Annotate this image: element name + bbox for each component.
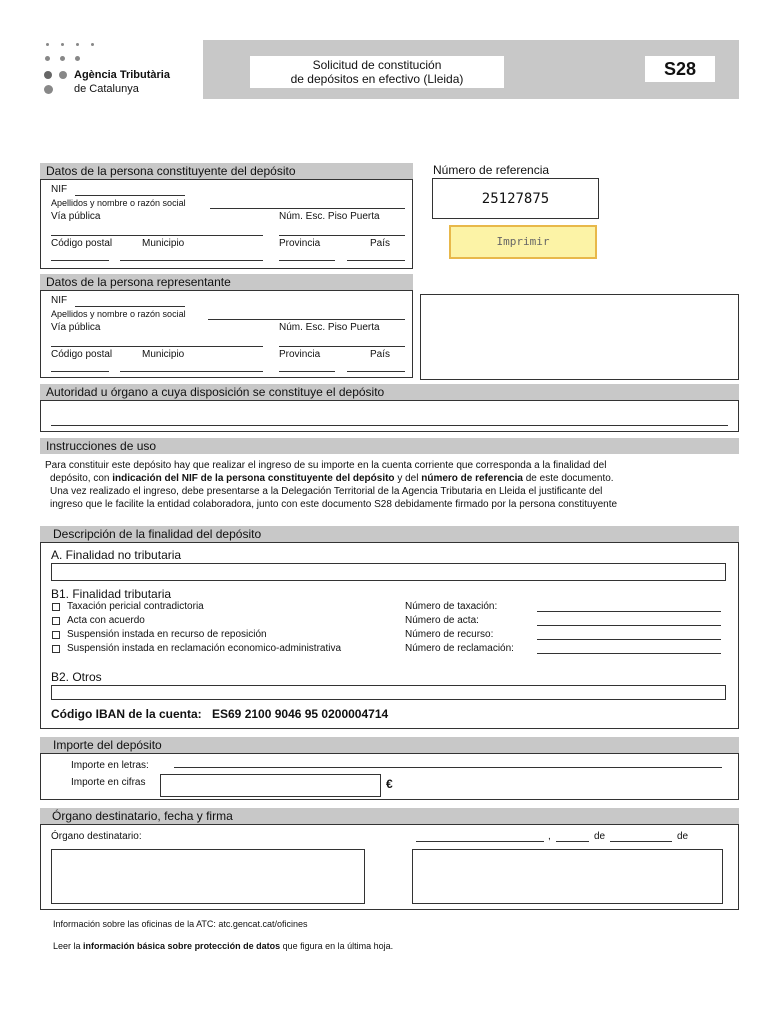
rep-num-label: Núm. Esc. Piso Puerta — [279, 322, 380, 333]
iban-value: ES69 2100 9046 95 0200004714 — [212, 707, 389, 721]
checkbox-taxacion[interactable] — [52, 603, 60, 611]
rep-nif-label: NIF — [51, 295, 68, 306]
rep-name-field[interactable] — [208, 319, 405, 320]
autoridad-box — [40, 400, 739, 432]
rep-pais-label: País — [370, 349, 391, 360]
section-constituyente-box — [40, 179, 413, 269]
rep-prov-field[interactable] — [279, 371, 335, 372]
finalidad-a-label: A. Finalidad no tributaria — [51, 548, 182, 562]
finalidad-b1-label: B1. Finalidad tributaria — [51, 587, 172, 601]
importe-letras-label: Importe en letras: — [71, 760, 149, 771]
pais-field[interactable] — [347, 260, 405, 261]
organo-destinatario-field[interactable] — [51, 849, 365, 904]
print-button[interactable]: Imprimir — [449, 225, 597, 259]
rep-pais-field[interactable] — [347, 371, 405, 372]
opt-acta-label: Acta con acuerdo — [67, 615, 145, 626]
via-label: Vía pública — [51, 211, 101, 222]
opt-reclamacion-label: Suspensión instada en reclamación economico-administrativa — [67, 643, 342, 654]
form-title-line1: Solicitud de constitución — [312, 58, 442, 72]
num-reclamacion-field[interactable] — [537, 653, 721, 654]
logo-dot — [45, 56, 50, 61]
form-title-line2: de depósitos en efectivo (Lleida) — [290, 72, 464, 86]
mun-field[interactable] — [120, 260, 263, 261]
section-organo-title: Órgano destinatario, fecha y firma — [40, 808, 739, 824]
logo-dot — [44, 71, 52, 79]
autoridad-field[interactable] — [51, 425, 728, 426]
firma-field[interactable] — [412, 849, 723, 904]
importe-cifras-label: Importe en cifras — [71, 777, 146, 788]
cp-field[interactable] — [51, 260, 109, 261]
num-field[interactable] — [279, 235, 405, 236]
instr-line: ingreso que le facilite la entidad colaboradora, junto con este documento S28 debidamente firmado por la persona constituyente — [50, 499, 618, 510]
num-recurso-field[interactable] — [537, 639, 721, 640]
num-recurso-label: Número de recurso: — [405, 629, 494, 640]
rep-mun-field[interactable] — [120, 371, 263, 372]
logo-dot — [46, 43, 49, 46]
checkbox-acta[interactable] — [52, 617, 60, 625]
lugar-field[interactable] — [416, 841, 544, 842]
rep-via-label: Vía pública — [51, 322, 101, 333]
instr-text: y del — [394, 473, 422, 484]
nif-field[interactable] — [75, 195, 185, 196]
section-descripcion-title: Descripción de la finalidad del depósito — [40, 526, 739, 542]
footer-info: Información sobre las oficinas de la ATC: atc.gencat.cat/oficines — [53, 919, 308, 929]
num-acta-field[interactable] — [537, 625, 721, 626]
form-title — [250, 56, 504, 88]
footer-text: que figura en la última hoja. — [280, 941, 394, 951]
rep-nif-field[interactable] — [75, 306, 185, 307]
finalidad-b2-label: B2. Otros — [51, 670, 102, 684]
logo-dot — [59, 71, 67, 79]
logo-dot — [60, 56, 65, 61]
logo-dot — [44, 85, 53, 94]
name-field[interactable] — [210, 208, 405, 209]
section-constituyente-title: Datos de la persona constituyente del depósito — [40, 163, 413, 179]
section-representante-title: Datos de la persona representante — [40, 274, 413, 290]
instr-text: de este documento. — [522, 473, 614, 484]
organo-label: Órgano destinatario: — [51, 831, 142, 842]
atc-logo — [42, 40, 202, 100]
instr-text: depósito, con — [50, 473, 113, 484]
footer-privacy — [53, 941, 393, 951]
ref-number: 25127875 — [481, 191, 550, 207]
rep-num-field[interactable] — [279, 346, 405, 347]
mes-field[interactable] — [610, 841, 672, 842]
rep-cp-field[interactable] — [51, 371, 109, 372]
section-instrucciones-title: Instrucciones de uso — [40, 438, 739, 454]
rep-cp-label: Código postal — [51, 349, 113, 360]
org-name: Agència Tributària — [74, 69, 170, 81]
opt-taxacion-label: Taxación pericial contradictoria — [67, 601, 204, 612]
instr-line: Una vez realizado el ingreso, debe presentarse a la Delegación Territorial de la Agencia Tributaria en Lleida el justificante del — [50, 486, 603, 497]
prov-field[interactable] — [279, 260, 335, 261]
instr-bold: indicación del NIF de la persona constituyente del depósito — [112, 473, 395, 484]
rep-prov-label: Provincia — [279, 349, 321, 360]
via-field[interactable] — [51, 235, 263, 236]
iban-label: Código IBAN de la cuenta: — [51, 707, 202, 721]
checkbox-recurso[interactable] — [52, 631, 60, 639]
date-comma: , — [548, 831, 551, 842]
instr-line — [45, 472, 745, 485]
rep-mun-label: Municipio — [142, 349, 185, 360]
form-code: S28 — [645, 56, 715, 82]
num-taxacion-label: Número de taxación: — [405, 601, 498, 612]
ref-label: Número de referencia — [433, 163, 550, 177]
num-taxacion-field[interactable] — [537, 611, 721, 612]
euro-symbol: € — [386, 777, 393, 791]
num-acta-label: Número de acta: — [405, 615, 479, 626]
privacy-link[interactable]: información básica sobre protección de datos — [83, 941, 281, 951]
rep-name-label: Apellidos y nombre o razón social — [51, 309, 186, 319]
finalidad-a-field[interactable] — [51, 563, 726, 581]
instr-line: Para constituir este depósito hay que realizar el ingreso de su importe en la cuenta corriente que corresponda a la finalidad del — [45, 460, 607, 471]
dia-field[interactable] — [556, 841, 589, 842]
section-representante-box — [40, 290, 413, 378]
footer-text: Leer la — [53, 941, 84, 951]
pais-label: País — [370, 238, 391, 249]
num-label: Núm. Esc. Piso Puerta — [279, 211, 380, 222]
importe-cifras-field[interactable] — [160, 774, 381, 797]
prov-label: Provincia — [279, 238, 321, 249]
logo-dot — [61, 43, 64, 46]
stamp-box[interactable] — [420, 294, 739, 380]
section-importe-title: Importe del depósito — [40, 737, 739, 753]
finalidad-b2-field[interactable] — [51, 685, 726, 700]
rep-via-field[interactable] — [51, 346, 263, 347]
section-autoridad-title: Autoridad u órgano a cuya disposición se constituye el depósito — [40, 384, 739, 400]
date-de-1: de — [594, 831, 606, 842]
mun-label: Municipio — [142, 238, 185, 249]
date-de-2: de — [677, 831, 689, 842]
name-label: Apellidos y nombre o razón social — [51, 198, 186, 208]
importe-letras-field[interactable] — [174, 767, 722, 768]
checkbox-reclamacion[interactable] — [52, 645, 60, 653]
org-name-line2: de Catalunya — [74, 83, 139, 95]
opt-recurso-label: Suspensión instada en recurso de reposición — [67, 629, 267, 640]
nif-label: NIF — [51, 184, 68, 195]
cp-label: Código postal — [51, 238, 113, 249]
logo-dot — [91, 43, 94, 46]
logo-dot — [76, 43, 79, 46]
logo-dot — [75, 56, 80, 61]
num-reclamacion-label: Número de reclamación: — [405, 643, 514, 654]
instructions-text — [45, 459, 745, 511]
instr-bold: número de referencia — [421, 473, 523, 484]
